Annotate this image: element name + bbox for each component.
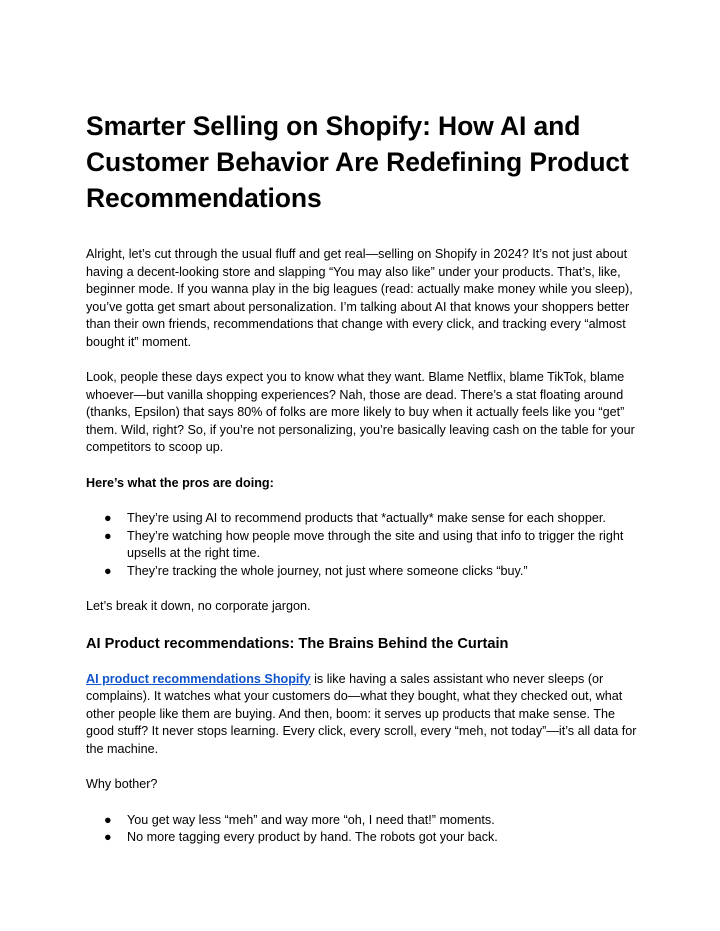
list-item-text: They’re watching how people move through the site and using that info to trigger the right upsells at the right time. (127, 528, 624, 560)
section-heading: AI Product recommendations: The Brains Behind the Curtain (86, 635, 509, 652)
list-item-text: No more tagging every product by hand. The robots got your back. (127, 830, 498, 844)
list-item-text: You get way less “meh” and way more “oh, I need that!” moments. (127, 812, 495, 827)
ai-recommendations-link[interactable]: AI product recommendations Shopify (86, 671, 311, 686)
why-list (86, 812, 646, 847)
list-item (86, 563, 646, 581)
list-item (86, 510, 646, 528)
bullet-icon: ● (104, 830, 112, 844)
breakdown-paragraph: Let’s break it down, no corporate jargon. (86, 599, 311, 613)
intro-paragraph: Alright, let’s cut through the usual fluff and get real—selling on Shopify in 2024? It’s not just about having a decent-looking store and slapping “You may also like” under your products. That’s, like, beginner mode. If you wanna play in the big leagues (read: actually make money while you sleep), you’ve gotta get smart about personalization. I’m talking about AI that knows your shoppers better than their own friends, recommendations that change with every click, and tracking every “almost bought it” moment. (86, 247, 633, 349)
pros-list (86, 510, 646, 580)
pros-heading: Here’s what the pros are doing: (86, 475, 274, 490)
section-paragraph-text: is like having a sales assistant who never sleeps (or complains). It watches what your customers do—what they bought, what they checked out, what other people like them are buying. And then, boom: it serves up products that make sense. The good stuff? It never stops learning. Every click, every scroll, every “meh, not today”—it’s all data for the machine. (86, 671, 637, 756)
bullet-icon: ● (104, 528, 112, 543)
list-item (86, 829, 646, 847)
document-page (86, 108, 646, 847)
section-paragraph (86, 671, 646, 759)
bullet-icon: ● (104, 563, 112, 578)
list-item-text: They’re tracking the whole journey, not just where someone clicks “buy.” (127, 563, 528, 578)
expectations-paragraph: Look, people these days expect you to know what they want. Blame Netflix, blame TikTok, blame whoever—but vanilla shopping experiences? Nah, those are dead. There’s a stat floating around (thanks, Epsilon) that says 80% of folks are more likely to buy when it actually feels like you “get” them. Wild, right? So, if you’re not personalizing, you’re basically leaving cash on the table for your competitors to scoop up. (86, 370, 635, 454)
page-title: Smarter Selling on Shopify: How AI and Customer Behavior Are Redefining Product Recommendations (86, 111, 629, 213)
list-item (86, 528, 646, 563)
list-item (86, 812, 646, 830)
bullet-icon: ● (104, 812, 112, 827)
why-bother-paragraph: Why bother? (86, 777, 158, 791)
list-item-text: They’re using AI to recommend products that *actually* make sense for each shopper. (127, 511, 606, 525)
bullet-icon: ● (104, 511, 112, 525)
